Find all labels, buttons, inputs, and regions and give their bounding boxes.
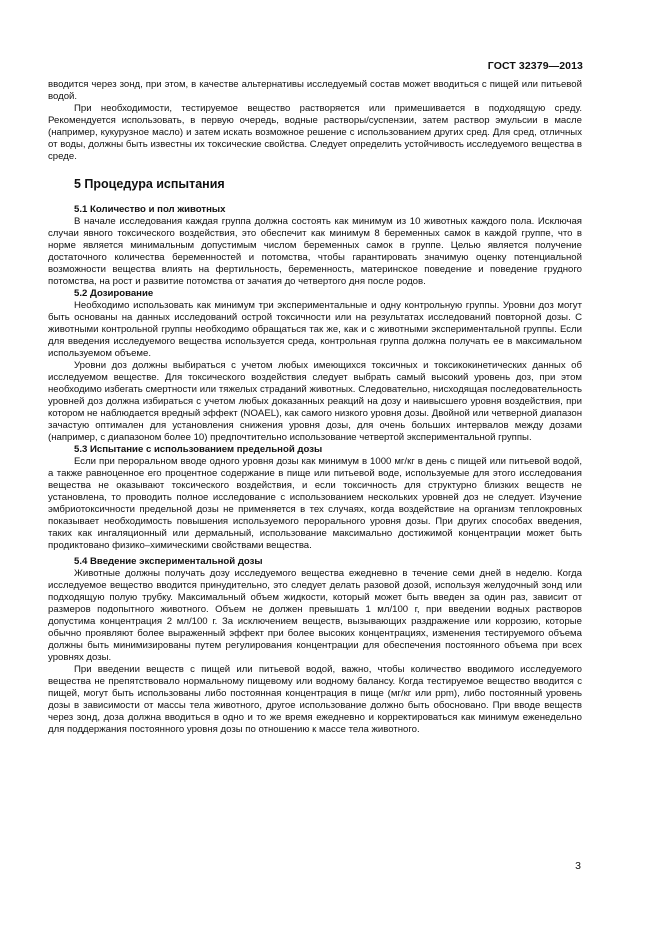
subsection-heading: 5.1 Количество и пол животных — [74, 204, 226, 215]
paragraph: Животные должны получать дозу исследуемого вещества ежедневно в течение семи дней в неделю. Когда исследуемое вещество вводится принудительно, это следует делать разовой дозой, используя желудочный зонд или подходящую полую трубку. Максимальный объем жидкости, который может быть введен за один раз, зависит от размеров подопытного животного. Объем не должен превышать 1 мл/100 г, при введении водных растворов допустима концентрация 2 мл/100 г. За исключением веществ, вызывающих раздражение или коррозию, которые обычно проявляют более выраженный эффект при более высоких концентрациях, изменения тестируемого объема должны быть минимизированы путем регулирования концентрации для обеспечения постоянного объема при всех уровнях дозы. — [48, 568, 582, 663]
paragraph: При введении веществ с пищей или питьевой водой, важно, чтобы количество вводимого исследуемого вещества не препятствовало нормальному пищевому или водному балансу. Когда тестируемое вещество вводится с пищей, могут быть использованы либо постоянная концентрация в пище (мг/кг или ppm), либо постоянный уровень дозы в зависимости от массы тела животного, другое использование должно быть обосновано. При вводе веществ через зонд, доза должна вводиться в одно и то же время ежедневно и корректироваться как минимум еженедельно для поддержания постоянного уровня дозы по отношению к массе тела животного. — [48, 664, 582, 735]
subsection-heading: 5.4 Введение экспериментальной дозы — [74, 556, 263, 567]
paragraph: Если при пероральном вводе одного уровня дозы как минимум в 1000 мг/кг в день с пищей или питьевой водой, а также равноценное его процентное содержание в пище или питьевой воде, используемые для этого исследования вещества не оказывают токсического воздействия, и если токсичность для структурно близких веществ не установлена, то проводить полное исследование с использованием нескольких уровней доз не следует. Изучение эмбриотоксичности предельной дозы не применяется в тех случаях, когда воздействие на организм теплокровных показывает необходимость повышения используемого перорального уровня дозы. При других способах введения, таких как ингаляционный или дермальный, использование максимально достижимой концентрации может быть продиктовано физико–химическими свойствами вещества. — [48, 456, 582, 551]
document-body — [48, 79, 582, 736]
paragraph: При необходимости, тестируемое вещество растворяется или примешивается в подходящую среду. Рекомендуется использовать, в первую очередь, водные растворы/суспензии, затем раствор эмульсии в масле (например, кукурузное масло) и затем искать возможное решение с использованием других сред. Для сред, отличных от воды, должны быть известны их токсические свойства. Следует определить устойчивость исследуемого вещества в среде. — [48, 103, 582, 162]
paragraph: вводится через зонд, при этом, в качестве альтернативы исследуемый состав может вводиться с пищей или питьевой водой. — [48, 79, 582, 102]
paragraph: В начале исследования каждая группа должна состоять как минимум из 10 животных каждого пола. Исключая случаи явного токсического воздействия, это обеспечит как минимум 8 беременных самок в каждой группе, что в норме является минимальным допустимым числом беременных самок в группе. Целью является получение достаточного количества беременностей и потомства, чтобы гарантировать значимую оценку потенциальной возможности вещества влиять на фертильность, беременность, материнское поведение и поведение грудного потомства, на рост и развитие потомства от зачатия до четвертого дня после родов. — [48, 216, 582, 287]
subsection-heading: 5.3 Испытание с использованием предельной дозы — [74, 444, 323, 455]
section-heading: 5 Процедура испытания — [74, 177, 225, 191]
paragraph: Уровни доз должны выбираться с учетом любых имеющихся токсичных и токсикокинетических данных об исследуемом веществе. Для токсического воздействия следует выбрать самый высокий уровень доз, при этом необходимо избегать смертности или тяжелых страданий животных. Следовательно, нисходящая последовательность уровней доз должна избираться с учетом любых доказанных реакций на дозу и наивысшего уровня воздействия, при котором не наблюдается вредный эффект (NOAEL), как самого низкого уровня дозы. Двойной или четверной диапазон зачастую оптимален для установления снижения уровня дозы, для очень больших интервалов между дозами (например, с диапазоном более 10) предпочтительно использование четвертой экспериментальной группы. — [48, 360, 582, 443]
page-number: 3 — [575, 860, 581, 872]
standard-header: ГОСТ 32379—2013 — [487, 60, 583, 72]
paragraph: Необходимо использовать как минимум три экспериментальные и одну контрольную группы. Уровни доз могут быть основаны на данных исследований острой токсичности или на результатах исследований повторной дозы. С животными контрольной группы необходимо обращаться так же, как и с животными экспериментальной группы. Если для введения исследуемого вещества используется среда, контрольная группа должна получать ее в максимальном используемом объеме. — [48, 300, 582, 359]
subsection-heading: 5.2 Дозирование — [74, 288, 154, 299]
